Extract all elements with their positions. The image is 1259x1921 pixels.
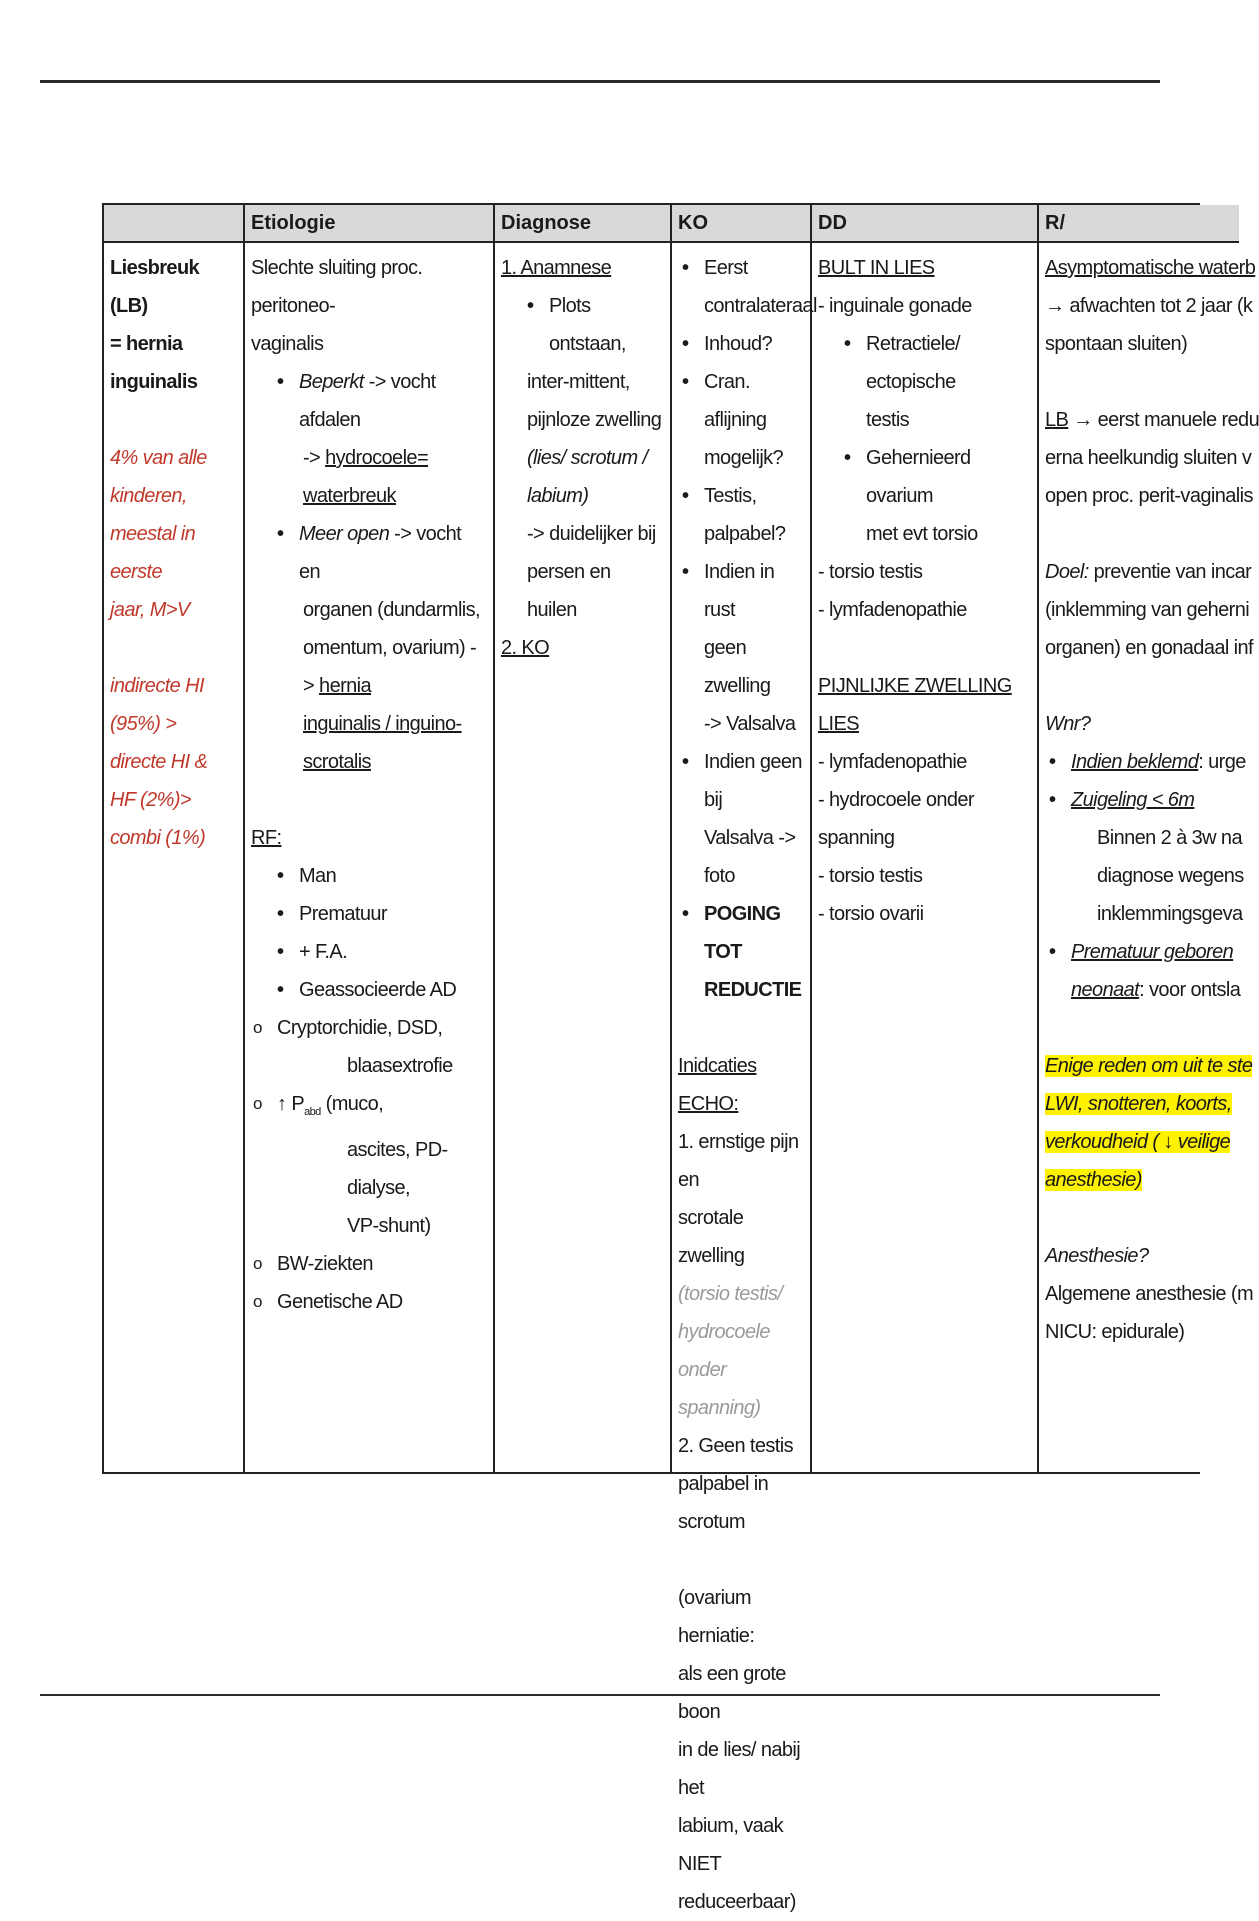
ko-item: • Indien in rust	[678, 553, 804, 629]
dd-item: - torsio testis	[818, 865, 923, 887]
ko-item-continuation: Valsalva -> foto	[704, 827, 796, 887]
ovarium-note: (ovarium herniatie:	[678, 1587, 755, 1647]
highlight-note: Enige reden om uit te ste	[1045, 1055, 1253, 1077]
echo-item: 2. Geen testis	[678, 1435, 793, 1457]
ko-item: • Cran. aflijning	[678, 363, 804, 439]
echo-item: scrotum	[678, 1511, 745, 1533]
bullet-continuation: omentum, ovarium) -> hernia	[303, 637, 477, 697]
ko-item: • Indien geen bij	[678, 743, 804, 819]
echo-note: spanning)	[678, 1397, 761, 1419]
bullet-beperkt: • Beperkt -> vocht afdalen	[273, 363, 487, 439]
bottom-rule	[40, 1694, 1160, 1696]
etiologie-text: Slechte sluiting proc. peritoneo-	[251, 257, 423, 317]
wanneer-item: • Prematuur geboren	[1045, 933, 1233, 971]
sub-item: o Genetische AD	[251, 1283, 487, 1321]
risk-factor-item: • Prematuur	[273, 895, 487, 933]
ko-item-continuation: palpabel?	[704, 523, 786, 545]
anesthesie-line: Algemene anesthesie (m	[1045, 1283, 1254, 1305]
dd-sub-item: • Retractiele/ ectopische	[840, 325, 1031, 401]
ovarium-note: als een grote boon	[678, 1663, 786, 1723]
ko-item: • Inhoud?	[678, 325, 804, 363]
wanneer-continuation: inklemmingsgeva	[1097, 903, 1243, 925]
type-ratio-line: directe HI & HF (2%)>	[110, 751, 208, 811]
highlight-note: anesthesie)	[1045, 1169, 1142, 1191]
column-condition	[104, 205, 245, 1472]
r-line: Asymptomatische waterb	[1045, 257, 1256, 279]
wanneer-continuation: Binnen 2 à 3w na	[1097, 827, 1242, 849]
column-etiologie	[245, 205, 495, 1472]
condition-subtitle: = hernia inguinalis	[110, 333, 198, 393]
anamnese-continuation: persen en huilen	[527, 561, 611, 621]
sub-item: o ↑ $P_{abd}$ (muco,	[251, 1085, 487, 1131]
wanneer-continuation: diagnose wegens	[1097, 865, 1244, 887]
bullet-continuation: organen (dundarmlis,	[303, 599, 480, 621]
incidence-line: meestal in eerste	[110, 523, 196, 583]
r-line: organen) en gonadaal inf	[1045, 637, 1254, 659]
r-line: (inklemming van geherni	[1045, 599, 1250, 621]
sub-item-continuation: VP-shunt)	[347, 1215, 431, 1237]
sub-item: o BW-ziekten	[251, 1245, 487, 1283]
r-line: → afwachten tot 2 jaar (k	[1045, 295, 1253, 317]
top-rule	[40, 80, 1160, 83]
dd-item: - torsio testis	[818, 561, 923, 583]
ovarium-note: in de lies/ nabij het	[678, 1739, 801, 1799]
r-line: LB → eerst manuele redu	[1045, 409, 1259, 431]
dd-heading-bult: BULT IN LIES	[818, 257, 935, 279]
type-ratio-line: indirecte HI (95%) >	[110, 675, 204, 735]
bullet-continuation: -> hydrocoele= waterbreuk	[303, 447, 429, 507]
anesthesie-heading: Anesthesie?	[1045, 1245, 1149, 1267]
ko-item-continuation: REDUCTIE	[704, 979, 802, 1001]
r-line: open proc. perit-vaginalis	[1045, 485, 1253, 507]
dd-item: - inguinale gonade	[818, 295, 972, 317]
wanneer-item: • Indien beklemd: urge	[1045, 743, 1233, 781]
anamnese-continuation: labium)	[527, 485, 589, 507]
summary-table	[102, 203, 1259, 1913]
risk-factor-item: • + F.A.	[273, 933, 487, 971]
dd-sub-continuation: met evt torsio	[866, 523, 978, 545]
bullet-meer-open: • Meer open -> vocht en	[273, 515, 487, 591]
ovarium-note: reduceerbaar)	[678, 1891, 796, 1913]
wanneer-item: • Zuigeling < 6m	[1045, 781, 1233, 819]
risk-factor-item: • Geassocieerde AD	[273, 971, 487, 1009]
highlight-note: verkoudheid ( ↓ veilige	[1045, 1131, 1231, 1153]
r-line: erna heelkundig sluiten v	[1045, 447, 1252, 469]
anamnese-continuation: -> duidelijker bij	[527, 523, 656, 545]
dd-sub-continuation: testis	[866, 409, 910, 431]
dd-item: - lymfadenopathie	[818, 751, 967, 773]
sub-item-continuation: ascites, PD- dialyse,	[347, 1139, 448, 1199]
anamnese-heading: 1. Anamnese	[501, 257, 612, 279]
dd-item: - lymfadenopathie	[818, 599, 967, 621]
echo-note: hydrocoele onder	[678, 1321, 770, 1381]
ko-item-continuation: mogelijk?	[704, 447, 784, 469]
r-line: spontaan sluiten)	[1045, 333, 1188, 355]
ko-heading: 2. KO	[501, 637, 550, 659]
anamnese-continuation: pijnloze zwelling	[527, 409, 662, 431]
condition-title: Liesbreuk (LB)	[110, 257, 200, 317]
column-behandeling	[1039, 205, 1259, 1472]
risk-factors-heading: RF:	[251, 827, 282, 849]
column-dd	[812, 205, 1039, 1472]
column-diagnose	[495, 205, 672, 1472]
ko-item: • Eerst	[678, 249, 804, 287]
wanneer-heading: Wnr?	[1045, 713, 1091, 735]
column-ko	[672, 205, 817, 1913]
incidence-line: 4% van alle kinderen,	[110, 447, 207, 507]
dd-item: - hydrocoele onder spanning	[818, 789, 974, 849]
dd-sub-item: • Gehernieerd ovarium	[840, 439, 1031, 515]
ko-item-continuation: contralateraal	[704, 295, 817, 317]
sub-item: o Cryptorchidie, DSD,	[251, 1009, 487, 1047]
header-diagnose: Diagnose	[495, 205, 670, 243]
dd-item: - torsio ovarii	[818, 903, 924, 925]
echo-item: scrotale zwelling	[678, 1207, 745, 1267]
type-ratio-line: combi (1%)	[110, 827, 206, 849]
echo-note: (torsio testis/	[678, 1283, 783, 1305]
incidence-line: jaar, M>V	[110, 599, 190, 621]
header-behandeling: R/	[1039, 205, 1239, 243]
echo-item: 1. ernstige pijn en	[678, 1131, 799, 1191]
anamnese-continuation: inter-mittent,	[527, 371, 630, 393]
echo-item: palpabel in	[678, 1473, 769, 1495]
header-ko: KO	[672, 205, 810, 243]
ko-item: • Testis,	[678, 477, 804, 515]
header-dd: DD	[812, 205, 1037, 243]
highlight-note: LWI, snotteren, koorts,	[1045, 1093, 1232, 1115]
r-line: Doel: preventie van incar	[1045, 561, 1252, 583]
risk-factor-item: • Man	[273, 857, 487, 895]
dd-heading-pijnlijk: PIJNLIJKE ZWELLING LIES	[818, 675, 1012, 735]
ko-item-continuation: geen zwelling	[704, 637, 771, 697]
bullet-continuation: inguinalis / inguino-scrotalis	[303, 713, 462, 773]
ko-item-continuation: -> Valsalva	[704, 713, 796, 735]
ovarium-note: labium, vaak NIET	[678, 1815, 784, 1875]
etiologie-text: vaginalis	[251, 333, 324, 355]
sub-item-continuation: blaasextrofie	[347, 1055, 453, 1077]
anamnese-bullet: • Plots ontstaan,	[523, 287, 664, 363]
header-etiologie: Etiologie	[245, 205, 493, 243]
header-empty	[104, 205, 243, 243]
ko-item-reductie: • POGING TOT	[678, 895, 804, 971]
anesthesie-line: NICU: epidurale)	[1045, 1321, 1185, 1343]
echo-heading: Inidcaties ECHO:	[678, 1055, 757, 1115]
wanneer-continuation: neonaat: voor ontsla	[1071, 979, 1241, 1001]
anamnese-continuation: (lies/ scrotum /	[527, 447, 648, 469]
